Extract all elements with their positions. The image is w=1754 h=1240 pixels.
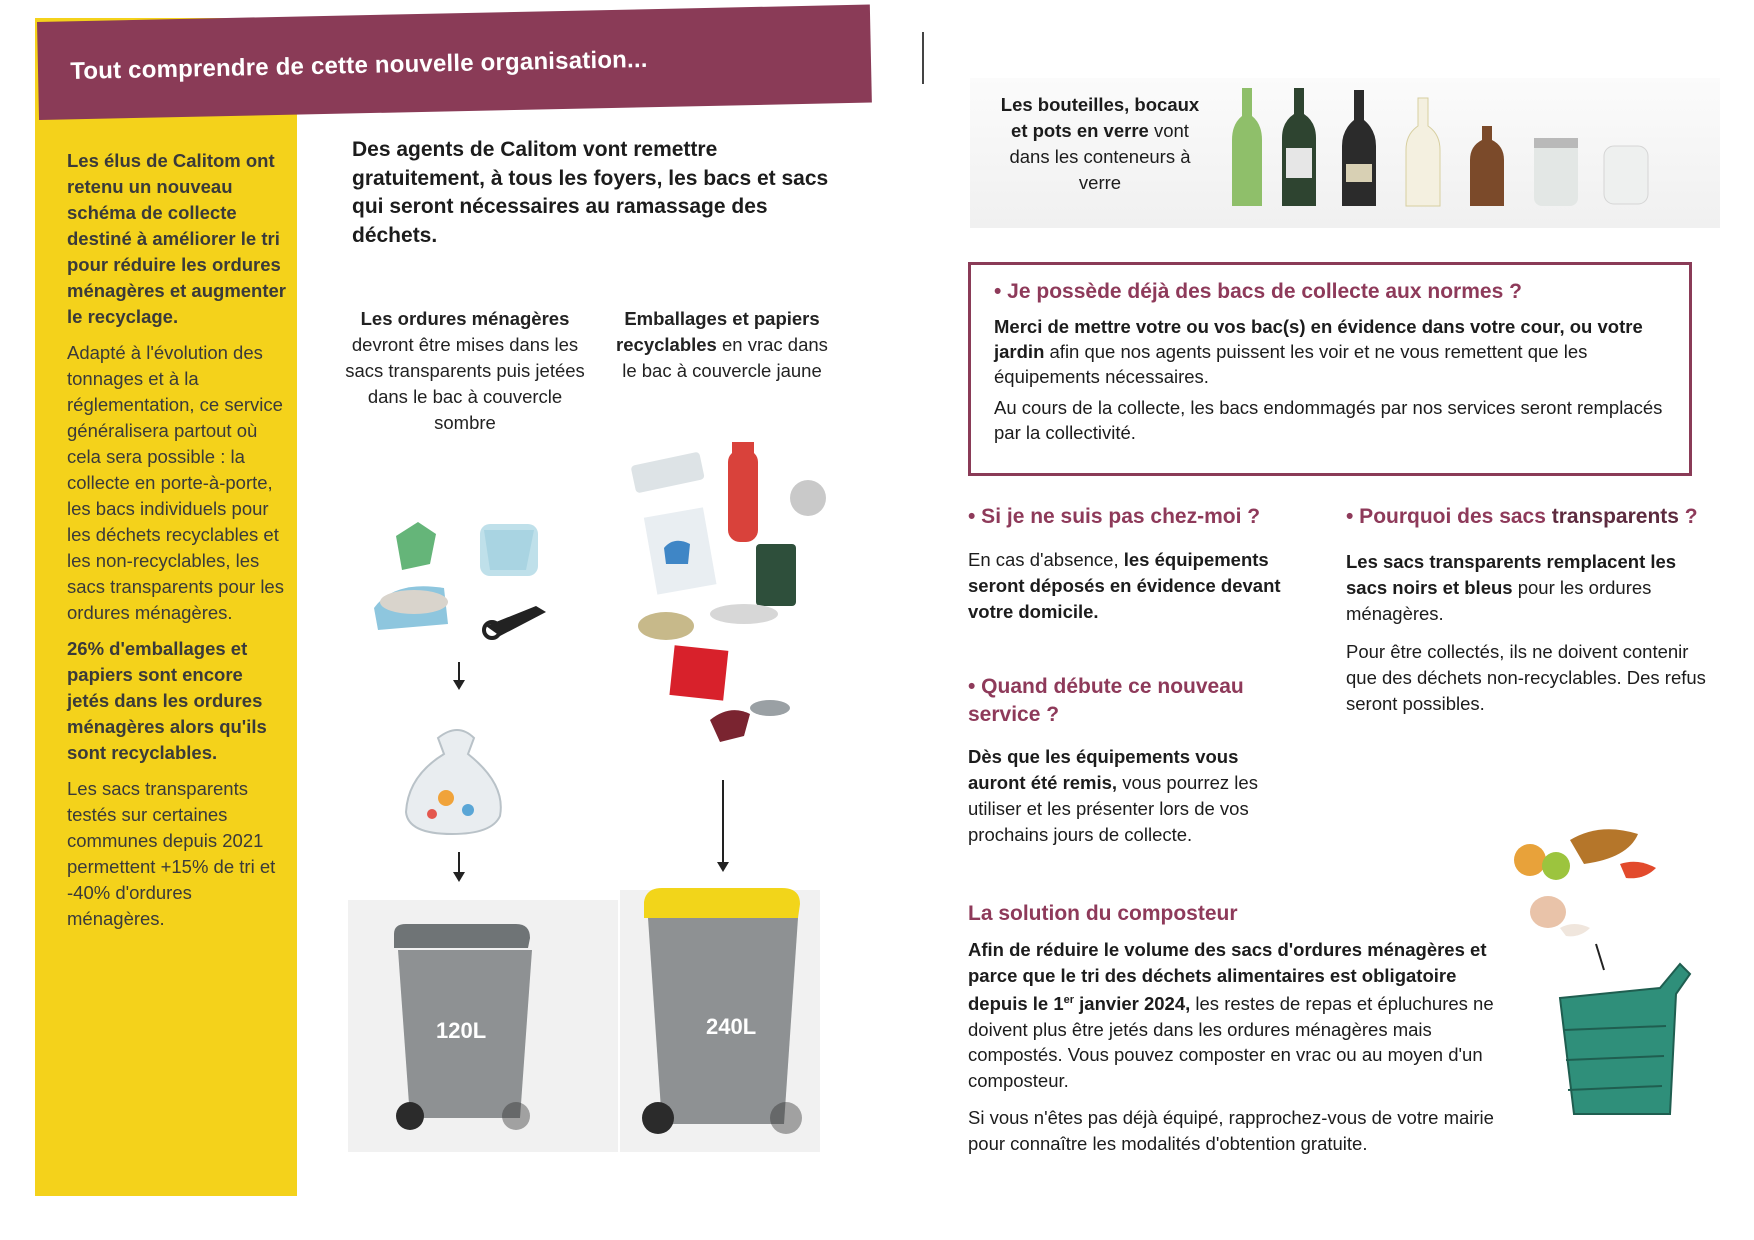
bin-capacity-120: 120L bbox=[436, 1018, 487, 1043]
why-bags-paragraph-1 bbox=[1346, 549, 1706, 627]
intro-text: Des agents de Calitom vont remettre gratuitement, à tous les foyers, les bacs et sacs qui seront nécessaires au ramassage des déchets. bbox=[352, 138, 829, 247]
compost-bold-a: Afin de réduire le volume des sacs d'ordures ménagères et parce que le tri des déchets alimentaires est obligatoire depuis le 1 bbox=[968, 939, 1487, 1015]
sidebar-paragraph-2: Adapté à l'évolution des tonnages et à la réglementation, ce service généralisera partout où cela sera possible : la collecte en porte-à-porte, les bacs individuels pour les déchets recyclables et les non-recyclables, les sacs transparents pour les ordures ménagères. bbox=[67, 342, 284, 623]
start-bold: Dès que les équipements vous auront été remis, bbox=[968, 746, 1239, 793]
start-plain: vous pourrez les utiliser et les présenter lors de vos prochains jours de collecte. bbox=[968, 772, 1258, 845]
existing-bins-bold: Merci de mettre votre ou vos bac(s) en évidence dans votre cour, ou votre jardin bbox=[994, 316, 1643, 362]
yellow-lid-bin-illustration bbox=[636, 880, 816, 1142]
household-waste-bold: Les ordures ménagères bbox=[360, 308, 570, 329]
recyclables-illustration bbox=[620, 440, 840, 760]
why-bags-plain: pour les ordures ménagères. bbox=[1346, 577, 1652, 624]
why-bags-paragraph-2: Pour être collectés, ils ne doivent contenir que des déchets non-recyclables. Des refus seront possibles. bbox=[1346, 641, 1706, 714]
arrow-down-icon bbox=[458, 662, 460, 688]
start-text bbox=[968, 744, 1298, 848]
glass-text bbox=[1000, 92, 1200, 196]
compost-plain: les restes de repas et épluchures ne doivent plus être jetés dans les ordures ménagères mais compostés. Vous pouvez composter en vrac ou au moyen d'un composteur. bbox=[968, 993, 1494, 1091]
sidebar-paragraph-3: 26% d'emballages et papiers sont encore jetés dans les ordures ménagères alors qu'ils sont recyclables. bbox=[67, 638, 267, 763]
sidebar-text bbox=[67, 148, 289, 942]
compost-text bbox=[968, 937, 1508, 1168]
absent-title: • Si je ne suis pas chez-moi ? bbox=[968, 505, 1261, 528]
why-bags-bold: Les sacs transparents remplacent les sacs noirs et bleus bbox=[1346, 551, 1677, 598]
absent-bold: les équipements seront déposés en évidence devant votre domicile. bbox=[968, 549, 1281, 622]
why-bags-text bbox=[1346, 549, 1706, 729]
existing-bins-paragraph-2: Au cours de la collecte, les bacs endommagés par nos services seront remplacés par la collectivité. bbox=[994, 397, 1663, 443]
glass-bold: Les bouteilles, bocaux et pots en verre bbox=[1000, 94, 1200, 141]
page-fold-mark bbox=[922, 32, 924, 84]
recyclables-bold: Emballages et papiers recyclables bbox=[616, 308, 820, 355]
transparent-bag-illustration bbox=[398, 718, 518, 840]
why-bags-title-c: ? bbox=[1678, 505, 1698, 528]
recyclables-text: en vrac dans le bac à couvercle jaune bbox=[622, 334, 828, 381]
glass-rest: vont dans les conteneurs à verre bbox=[1009, 120, 1191, 193]
compost-paragraph-1 bbox=[968, 937, 1508, 1093]
why-bags-title-a: • Pourquoi des sacs bbox=[1346, 505, 1552, 528]
household-waste-illustration bbox=[368, 510, 568, 670]
arrow-down-icon bbox=[722, 780, 724, 870]
compost-paragraph-2: Si vous n'êtes pas déjà équipé, rapprochez-vous de votre mairie pour connaître les modalités d'obtention gratuite. bbox=[968, 1107, 1494, 1154]
absent-plain: En cas d'absence, bbox=[968, 549, 1119, 570]
sidebar-paragraph-1: Les élus de Calitom ont retenu un nouveau schéma de collecte destiné à améliorer le tri pour réduire les ordures ménagères et augmenter le recyclage. bbox=[67, 150, 287, 327]
existing-bins-body bbox=[994, 314, 1684, 451]
page-title: Tout comprendre de cette nouvelle organisation... bbox=[70, 45, 648, 85]
existing-bins-text: afin que nos agents puissent les voir et ne vous remettent que les équipements nécessaires. bbox=[994, 341, 1588, 387]
sidebar-paragraph-4: Les sacs transparents testés sur certaines communes depuis 2021 permettent +15% de tri et -40% d'ordures ménagères. bbox=[67, 778, 276, 929]
arrow-down-icon bbox=[458, 852, 460, 880]
household-waste-text: devront être mises dans les sacs transparents puis jetées dans le bac à couvercle sombre bbox=[345, 334, 585, 433]
why-bags-title bbox=[1346, 503, 1726, 531]
start-title: • Quand débute ce nouveau service ? bbox=[968, 675, 1244, 726]
existing-bins-paragraph-1 bbox=[994, 314, 1684, 389]
compost-bold-b: janvier 2024, bbox=[1074, 993, 1191, 1015]
recyclables-heading bbox=[608, 306, 836, 384]
household-waste-heading bbox=[345, 306, 585, 436]
existing-bins-title: • Je possède déjà des bacs de collecte aux normes ? bbox=[994, 280, 1522, 303]
bin-capacity-240: 240L bbox=[706, 1014, 757, 1039]
compost-sup: er bbox=[1063, 994, 1075, 1006]
composter-illustration bbox=[1500, 820, 1700, 1130]
compost-title: La solution du composteur bbox=[968, 902, 1238, 925]
absent-text bbox=[968, 547, 1308, 625]
why-bags-title-b: transparents bbox=[1551, 505, 1679, 528]
glass-containers-illustration bbox=[1228, 84, 1668, 214]
